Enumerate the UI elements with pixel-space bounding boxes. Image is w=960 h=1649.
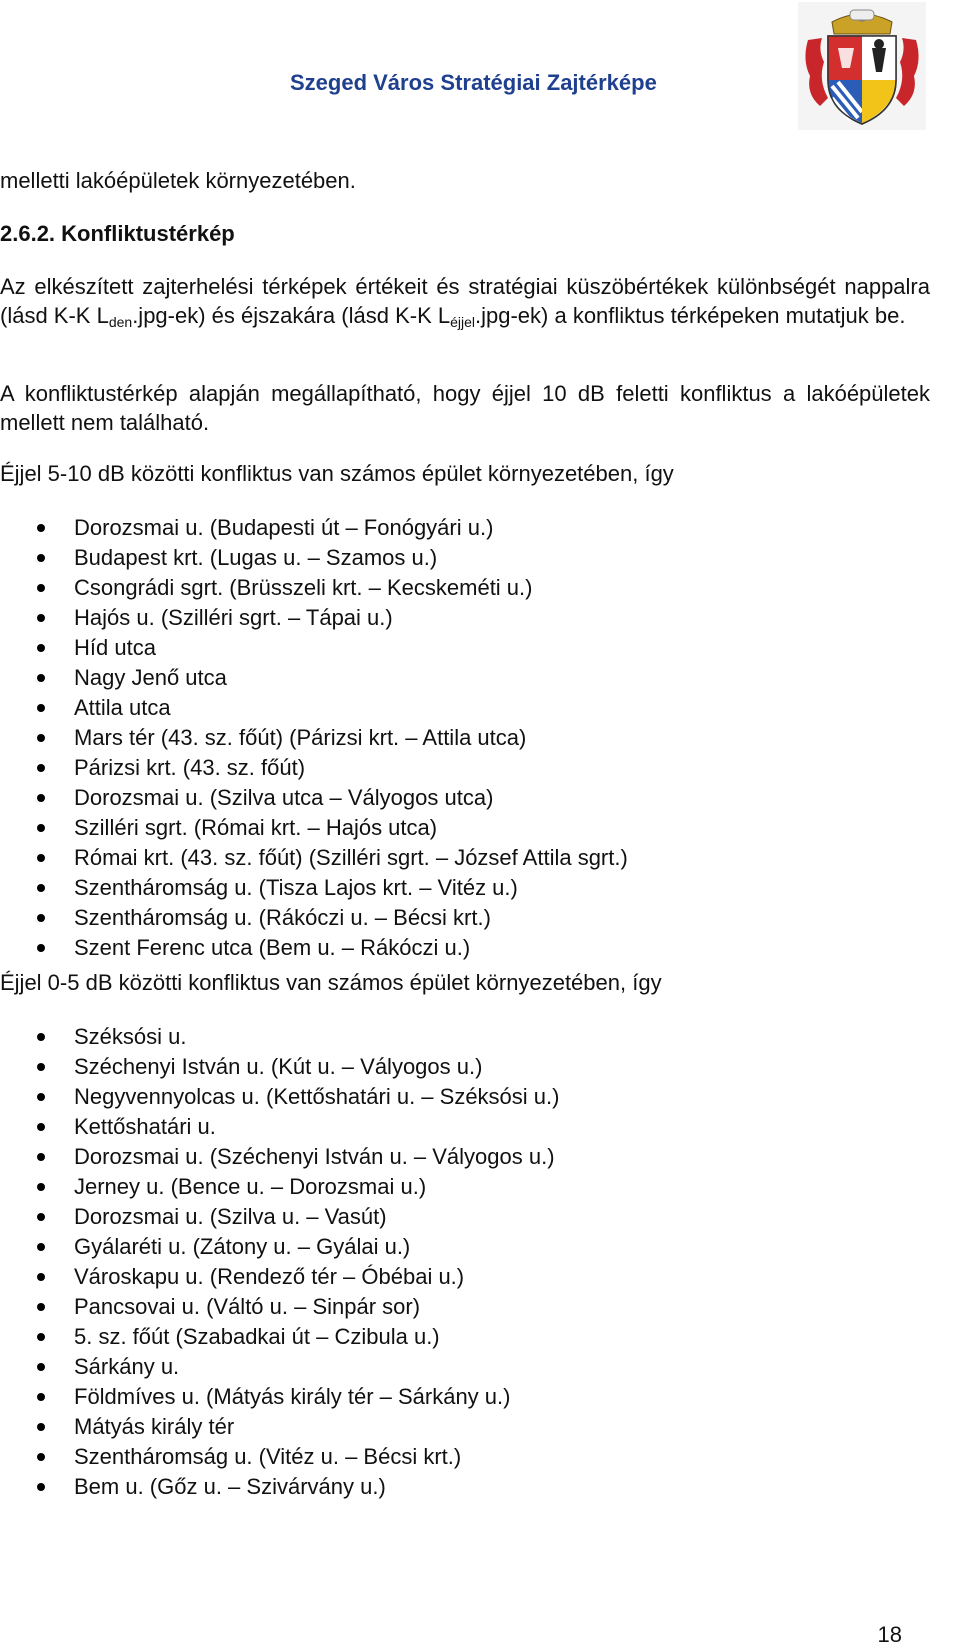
list-item: Dorozsmai u. (Széchenyi István u. – Vályogos u.) bbox=[0, 1142, 559, 1172]
paragraph-2: A konfliktustérkép alapján megállapítható, hogy éjjel 10 dB feletti konfliktus a lakóépületek mellett nem található. bbox=[0, 381, 930, 435]
list-item: Szentháromság u. (Rákóczi u. – Bécsi krt.) bbox=[0, 903, 628, 933]
conflict-0-5-db-list bbox=[0, 1022, 559, 1502]
list-item: Dorozsmai u. (Szilva u. – Vasút) bbox=[0, 1202, 559, 1232]
list-item: Sárkány u. bbox=[0, 1352, 559, 1382]
list-item: Párizsi krt. (43. sz. főút) bbox=[0, 753, 628, 783]
list-item: Szentháromság u. (Tisza Lajos krt. – Vitéz u.) bbox=[0, 873, 628, 903]
list-item: Budapest krt. (Lugas u. – Szamos u.) bbox=[0, 543, 628, 573]
list-item: Dorozsmai u. (Budapesti út – Fonógyári u.) bbox=[0, 513, 628, 543]
paragraph-3: Éjjel 5-10 dB közötti konfliktus van számos épület környezetében, így bbox=[0, 461, 674, 486]
list-item: Mars tér (43. sz. főút) (Párizsi krt. – Attila utca) bbox=[0, 723, 628, 753]
list-item: Széksósi u. bbox=[0, 1022, 559, 1052]
list-item: Negyvennyolcas u. (Kettőshatári u. – Széksósi u.) bbox=[0, 1082, 559, 1112]
list-item: 5. sz. főút (Szabadkai út – Czibula u.) bbox=[0, 1322, 559, 1352]
intro-fragment: melletti lakóépületek környezetében. bbox=[0, 168, 356, 193]
list-item: Hajós u. (Szilléri sgrt. – Tápai u.) bbox=[0, 603, 628, 633]
list-item: Kettőshatári u. bbox=[0, 1112, 559, 1142]
header-title: Szeged Város Stratégiai Zajtérképe bbox=[290, 70, 657, 95]
list-item: Híd utca bbox=[0, 633, 628, 663]
paragraph-4: Éjjel 0-5 dB közötti konfliktus van számos épület környezetében, így bbox=[0, 970, 662, 995]
paragraph-1: Az elkészített zajterhelési térképek értékeit és stratégiai küszöbértékek különbségét nappalra (lásd K-K $L_{den}.jpg-ek$) és éjszakára (lásd K-K $L_{éjjel}.jpg-ek$) a konfliktus térképeken mutatjuk be. bbox=[0, 274, 930, 330]
page-number: 18 bbox=[877, 1622, 902, 1647]
list-item: Széchenyi István u. (Kút u. – Vályogos u.) bbox=[0, 1052, 559, 1082]
list-item: Nagy Jenő utca bbox=[0, 663, 628, 693]
list-item: Földmíves u. (Mátyás király tér – Sárkány u.) bbox=[0, 1382, 559, 1412]
list-item: Városkapu u. (Rendező tér – Óbébai u.) bbox=[0, 1262, 559, 1292]
list-item: Bem u. (Gőz u. – Szivárvány u.) bbox=[0, 1472, 559, 1502]
list-item: Dorozsmai u. (Szilva utca – Vályogos utca) bbox=[0, 783, 628, 813]
list-item: Szent Ferenc utca (Bem u. – Rákóczi u.) bbox=[0, 933, 628, 963]
list-item: Szilléri sgrt. (Római krt. – Hajós utca) bbox=[0, 813, 628, 843]
szeged-coat-of-arms-logo bbox=[798, 2, 926, 130]
list-item: Mátyás király tér bbox=[0, 1412, 559, 1442]
section-heading: 2.6.2. Konfliktustérkép bbox=[0, 221, 235, 246]
list-item: Római krt. (43. sz. főút) (Szilléri sgrt. – József Attila sgrt.) bbox=[0, 843, 628, 873]
conflict-5-10-db-list bbox=[0, 513, 628, 963]
list-item: Pancsovai u. (Váltó u. – Sinpár sor) bbox=[0, 1292, 559, 1322]
list-item: Jerney u. (Bence u. – Dorozsmai u.) bbox=[0, 1172, 559, 1202]
list-item: Csongrádi sgrt. (Brüsszeli krt. – Kecskeméti u.) bbox=[0, 573, 628, 603]
list-item: Szentháromság u. (Vitéz u. – Bécsi krt.) bbox=[0, 1442, 559, 1472]
list-item: Gyálaréti u. (Zátony u. – Gyálai u.) bbox=[0, 1232, 559, 1262]
list-item: Attila utca bbox=[0, 693, 628, 723]
